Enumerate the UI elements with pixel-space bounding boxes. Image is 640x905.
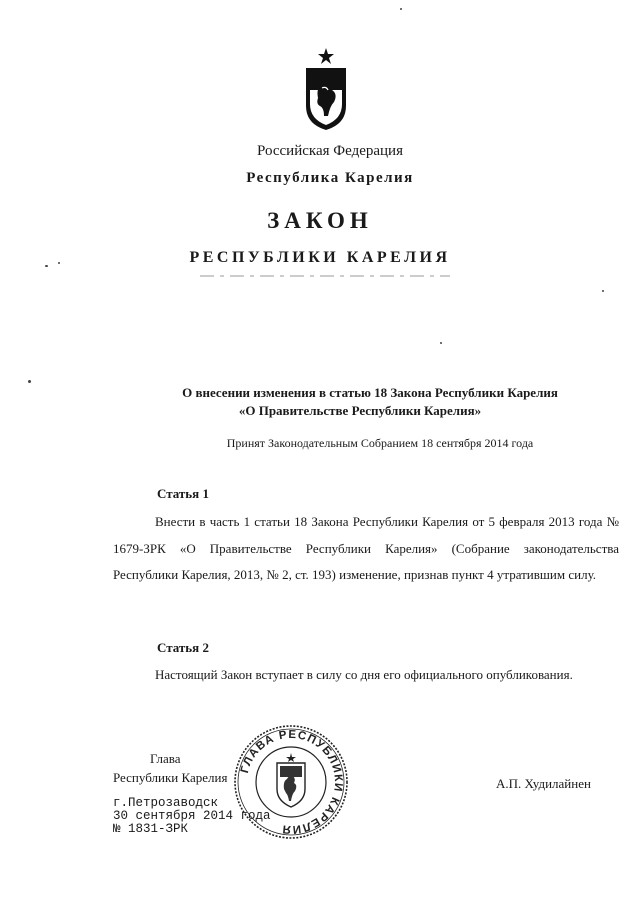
scan-speck (45, 265, 48, 267)
document-issuer-heading: РЕСПУБЛИКИ КАРЕЛИЯ (189, 249, 451, 266)
scan-speck (440, 342, 442, 344)
registration-city: г.Петрозаводск (113, 796, 219, 810)
scan-speck (28, 380, 31, 383)
coat-of-arms-icon (300, 46, 352, 132)
article-1-text: Внести в часть 1 статьи 18 Закона Республики Карелия от 5 февраля 2013 года № 1679-ЗРК «О Правительстве Республики Карелия» (Собрание законодательства Республики Карелия, 2013, № 2, ст. 193) изменение, признав пункт 4 утратившим силу. (113, 514, 619, 582)
signatory-position-line-2: Республики Карелия (113, 770, 228, 785)
adoption-note: Принят Законодательным Собранием 18 сентября 2014 года (226, 436, 534, 450)
signatory-position-line-1: Глава (150, 751, 181, 766)
article-1-heading: Статья 1 (157, 486, 209, 501)
registration-number: № 1831-ЗРК (113, 822, 189, 836)
official-seal-icon (232, 723, 350, 841)
signatory-name: А.П. Худилайнен (496, 776, 591, 791)
document-type-heading: ЗАКОН (267, 208, 373, 233)
law-title-line-2: «О Правительстве Республики Карелия» (238, 403, 482, 418)
article-2-text: Настоящий Закон вступает в силу со дня его официального опубликования. (155, 667, 573, 682)
scan-speck (58, 262, 60, 264)
republic-heading: Республика Карелия (246, 170, 414, 186)
federation-heading: Российская Федерация (257, 143, 403, 159)
scan-speck (602, 290, 604, 292)
scan-speck (400, 8, 402, 10)
article-2-heading: Статья 2 (157, 640, 209, 655)
registration-date: 30 сентября 2014 года (113, 809, 271, 823)
seal-text: ГЛАВА РЕСПУБЛИКИ КАРЕЛИЯ (238, 728, 345, 836)
scan-artifact (200, 273, 450, 279)
law-title-line-1: О внесении изменения в статью 18 Закона Республики Карелия (182, 385, 558, 400)
